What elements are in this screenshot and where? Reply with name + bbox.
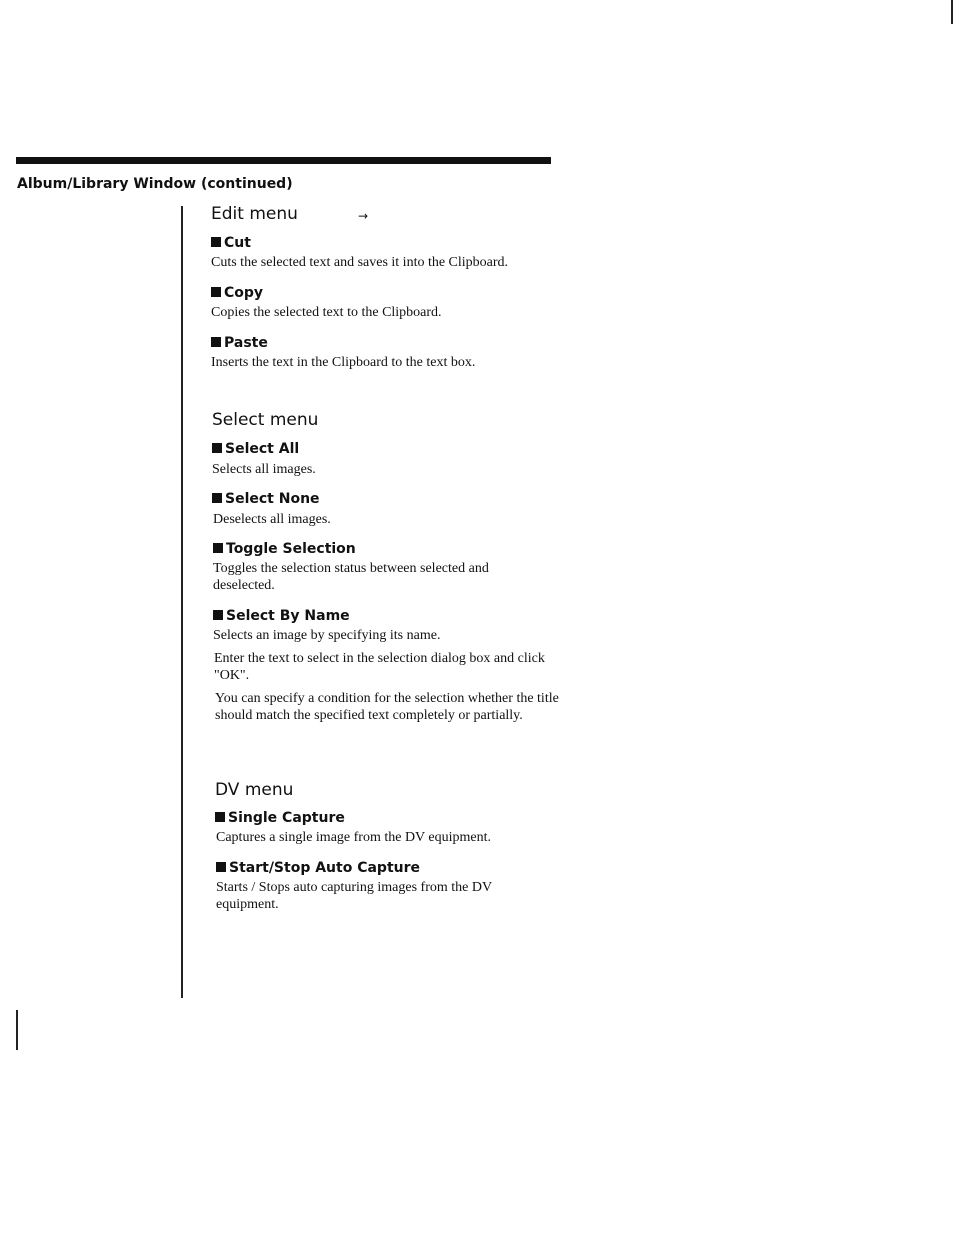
item-heading-toggle-selection: Toggle Selection — [213, 541, 356, 557]
section-title: Album/Library Window — [17, 176, 197, 192]
bullet-square — [216, 862, 226, 872]
item-heading-single-capture: Single Capture — [215, 810, 345, 826]
item-text-select-by-name: Selects an image by specifying its name. — [213, 628, 441, 643]
column-rule — [181, 206, 183, 998]
item-text-copy: Copies the selected text to the Clipboard. — [211, 305, 442, 320]
header-rule — [16, 157, 551, 164]
item-text-select-by-name-3: You can specify a condition for the selection whether the title should match the specified text completely or partially. — [215, 691, 559, 723]
item-text-start-stop-auto-capture: Starts / Stops auto capturing images from the DV equipment. — [216, 880, 492, 912]
edit-menu-title: Edit menu — [211, 204, 298, 224]
bullet-square — [213, 610, 223, 620]
dv-menu-title: DV menu — [215, 780, 294, 800]
item-text-single-capture: Captures a single image from the DV equipment. — [216, 830, 492, 845]
continued-label: (continued) — [200, 176, 293, 192]
item-heading-select-by-name: Select By Name — [213, 608, 350, 624]
bullet-square — [212, 443, 222, 453]
item-text-toggle-selection: Toggles the selection status between selected and deselected. — [213, 561, 489, 593]
item-text-select-all: Selects all images. — [212, 462, 316, 477]
item-heading-select-none: Select None — [212, 491, 320, 507]
arrow-mark: → — [358, 209, 369, 223]
item-text-cut: Cuts the selected text and saves it into the Clipboard. — [211, 255, 509, 270]
select-menu-title: Select menu — [212, 410, 319, 430]
bullet-square — [215, 812, 225, 822]
margin-mark — [16, 1010, 18, 1050]
bullet-square — [211, 337, 221, 347]
item-heading-paste: Paste — [211, 335, 268, 351]
item-heading-select-all: Select All — [212, 441, 299, 457]
bullet-square — [211, 287, 221, 297]
edge-mark — [951, 0, 953, 24]
item-text-select-by-name-2: Enter the text to select in the selection dialog box and click "OK". — [214, 651, 545, 683]
item-heading-copy: Copy — [211, 285, 263, 301]
item-text-paste: Inserts the text in the Clipboard to the text box. — [211, 355, 476, 370]
item-heading-cut: Cut — [211, 235, 251, 251]
bullet-square — [212, 493, 222, 503]
running-head — [17, 176, 293, 192]
item-text-select-none: Deselects all images. — [213, 512, 331, 527]
bullet-square — [213, 543, 223, 553]
bullet-square — [211, 237, 221, 247]
item-heading-start-stop-auto-capture: Start/Stop Auto Capture — [216, 860, 420, 876]
